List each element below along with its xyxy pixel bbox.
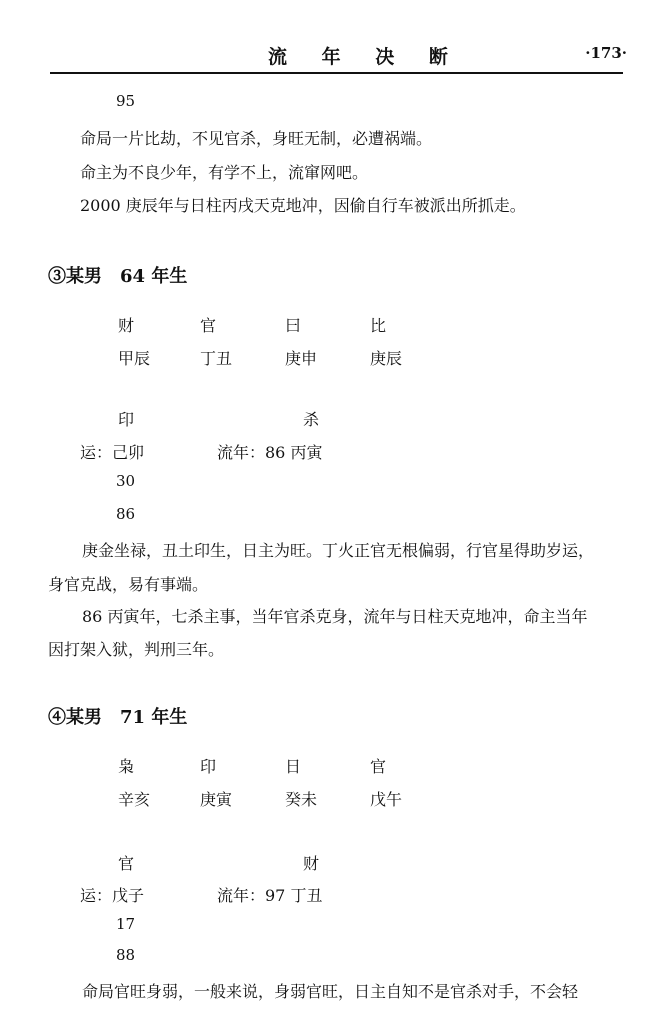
hidden-god: 官 — [118, 854, 135, 873]
pillar: 庚寅 — [200, 790, 233, 809]
case-heading: ④某男 71 年生 — [48, 707, 188, 728]
hidden-god: 财 — [303, 854, 320, 873]
paragraph: 庚金坐禄，丑土印生，日主为旺。丁火正官无根偏弱，行官星得助岁运， — [82, 541, 595, 560]
ten-god-label: 比 — [370, 316, 387, 335]
ten-god-label: 财 — [118, 316, 135, 335]
hidden-god: 杀 — [303, 410, 320, 429]
ten-god-label: 官 — [200, 316, 217, 335]
paragraph: 86 丙寅年，七杀主事，当年官杀克身，流年与日柱天克地冲，命主当年 — [82, 607, 588, 626]
line-number: 30 — [116, 472, 136, 490]
line-number: 17 — [116, 915, 136, 933]
luck-cycle: 运：戊子 — [80, 886, 145, 905]
pillar: 甲辰 — [118, 349, 151, 368]
line-number: 86 — [116, 505, 136, 523]
flow-year: 流年：86 丙寅 — [217, 443, 323, 462]
hidden-god: 印 — [118, 410, 135, 429]
pillar: 癸未 — [285, 790, 318, 809]
line-number: 95 — [116, 92, 136, 110]
flow-year: 流年：97 丁丑 — [217, 886, 323, 905]
luck-cycle: 运：己卯 — [80, 443, 145, 462]
ten-god-label: 枭 — [118, 757, 135, 776]
ten-god-label: 印 — [200, 757, 217, 776]
page-number: ·173· — [585, 44, 627, 62]
paragraph: 2000 庚辰年与日柱丙戌天克地冲，因偷自行车被派出所抓走。 — [80, 196, 526, 215]
paragraph: 命局官旺身弱，一般来说，身弱官旺，日主自知不是官杀对手，不会轻 — [82, 982, 579, 1001]
paragraph: 命主为不良少年，有学不上，流窜网吧。 — [80, 163, 369, 182]
pillar: 庚申 — [285, 349, 318, 368]
ten-god-label: 曰 — [285, 316, 302, 335]
pillar: 戊午 — [370, 790, 403, 809]
paragraph: 因打架入狱，判刑三年。 — [48, 640, 225, 659]
paragraph: 身官克战，易有事端。 — [48, 575, 209, 594]
page-header-title: 流 年 决 断 — [268, 46, 462, 68]
case-heading: ③某男 64 年生 — [48, 266, 188, 287]
line-number: 88 — [116, 946, 136, 964]
pillar: 辛亥 — [118, 790, 151, 809]
paragraph: 命局一片比劫，不见官杀，身旺无制，必遭祸端。 — [80, 129, 433, 148]
header-rule — [50, 72, 623, 74]
pillar: 庚辰 — [370, 349, 403, 368]
ten-god-label: 日 — [285, 757, 302, 776]
ten-god-label: 官 — [370, 757, 387, 776]
pillar: 丁丑 — [200, 349, 233, 368]
